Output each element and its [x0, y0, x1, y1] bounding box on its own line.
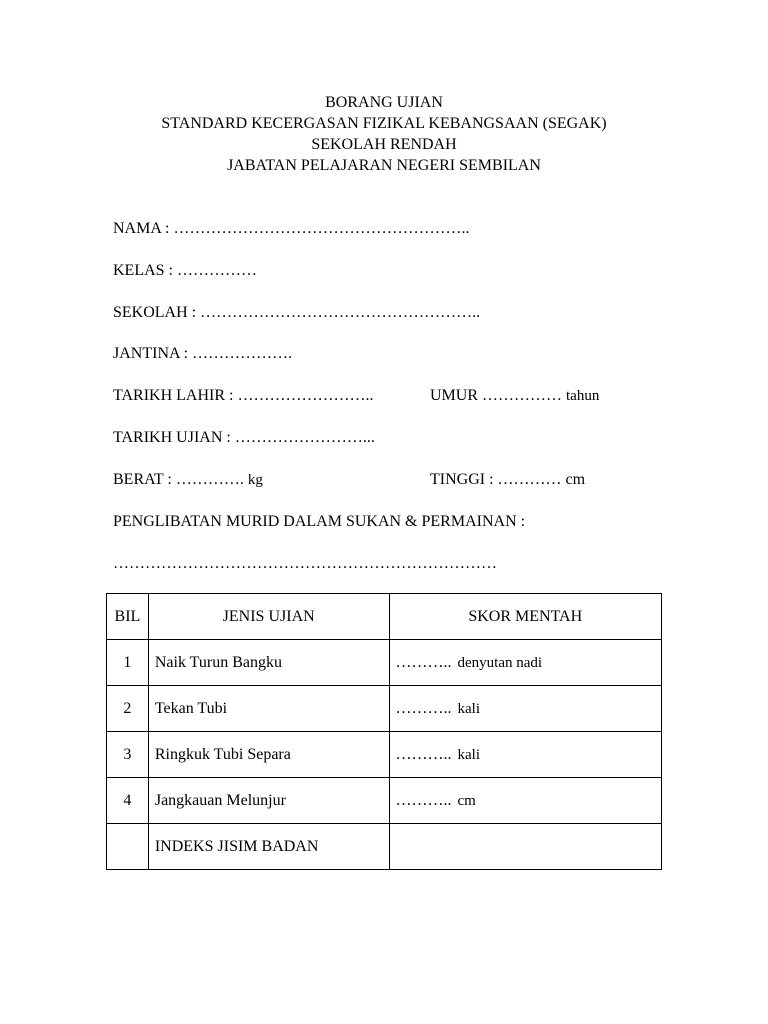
row-skor	[389, 778, 662, 824]
sekolah-field: SEKOLAH : ……………………………………………..	[113, 304, 481, 321]
form-header	[0, 92, 768, 176]
score-unit: cm	[457, 792, 476, 809]
row-skor	[389, 732, 662, 778]
berat-unit: kg	[247, 472, 263, 488]
table-row	[107, 686, 662, 732]
umur-label: UMUR ……………	[430, 387, 563, 404]
tinggi-field: TINGGI : ………… cm	[430, 471, 586, 488]
form-title: BORANG UJIAN	[325, 94, 443, 111]
table-row	[107, 732, 662, 778]
table-row	[107, 778, 662, 824]
tarikh-ujian-field: TARIKH UJIAN : ……………………...	[113, 429, 375, 446]
row-bil: 4	[107, 778, 149, 824]
berat-field	[113, 470, 263, 490]
row-jenis: Jangkauan Melunjur	[148, 778, 389, 824]
umur-field	[430, 386, 599, 406]
department-name: JABATAN PELAJARAN NEGERI SEMBILAN	[227, 157, 541, 174]
row-bil: 3	[107, 732, 149, 778]
score-unit: kali	[457, 700, 480, 717]
row-skor	[389, 640, 662, 686]
penglibatan-line: ………………………………………………………………	[113, 555, 497, 572]
table-header-row	[107, 594, 662, 640]
nama-field: NAMA : ………………………………………………..	[113, 220, 470, 237]
kelas-field: KELAS : ……………	[113, 262, 257, 279]
row-bil: 2	[107, 686, 149, 732]
table-row	[107, 640, 662, 686]
school-level: SEKOLAH RENDAH	[311, 136, 457, 153]
umur-unit: tahun	[566, 388, 600, 404]
tarikh-lahir-field: TARIKH LAHIR : ……………………..	[113, 387, 374, 404]
berat-label: BERAT : ………….	[113, 471, 244, 488]
form-subtitle: STANDARD KECERGASAN FIZIKAL KEBANGSAAN (SEGAK)	[161, 115, 607, 132]
score-unit: kali	[457, 746, 480, 763]
row-skor	[389, 686, 662, 732]
score-table	[106, 593, 662, 870]
row-jenis: Ringkuk Tubi Separa	[148, 732, 389, 778]
header-skor-mentah: SKOR MENTAH	[389, 594, 662, 640]
row-bil: 1	[107, 640, 149, 686]
row-jenis: INDEKS JISIM BADAN	[148, 824, 389, 870]
score-unit: denyutan nadi	[457, 654, 543, 671]
score-blank: ………..	[395, 745, 452, 763]
penglibatan-label: PENGLIBATAN MURID DALAM SUKAN & PERMAINAN :	[113, 513, 526, 530]
jantina-field: JANTINA : ……………….	[113, 345, 293, 362]
score-blank: ………..	[395, 699, 452, 717]
row-skor	[389, 824, 662, 870]
header-bil: BIL	[107, 594, 149, 640]
row-bil	[107, 824, 149, 870]
row-jenis: Naik Turun Bangku	[148, 640, 389, 686]
row-jenis: Tekan Tubi	[148, 686, 389, 732]
table-row	[107, 824, 662, 870]
header-jenis-ujian: JENIS UJIAN	[148, 594, 389, 640]
score-blank: ………..	[395, 791, 452, 809]
score-blank: ………..	[395, 653, 452, 671]
